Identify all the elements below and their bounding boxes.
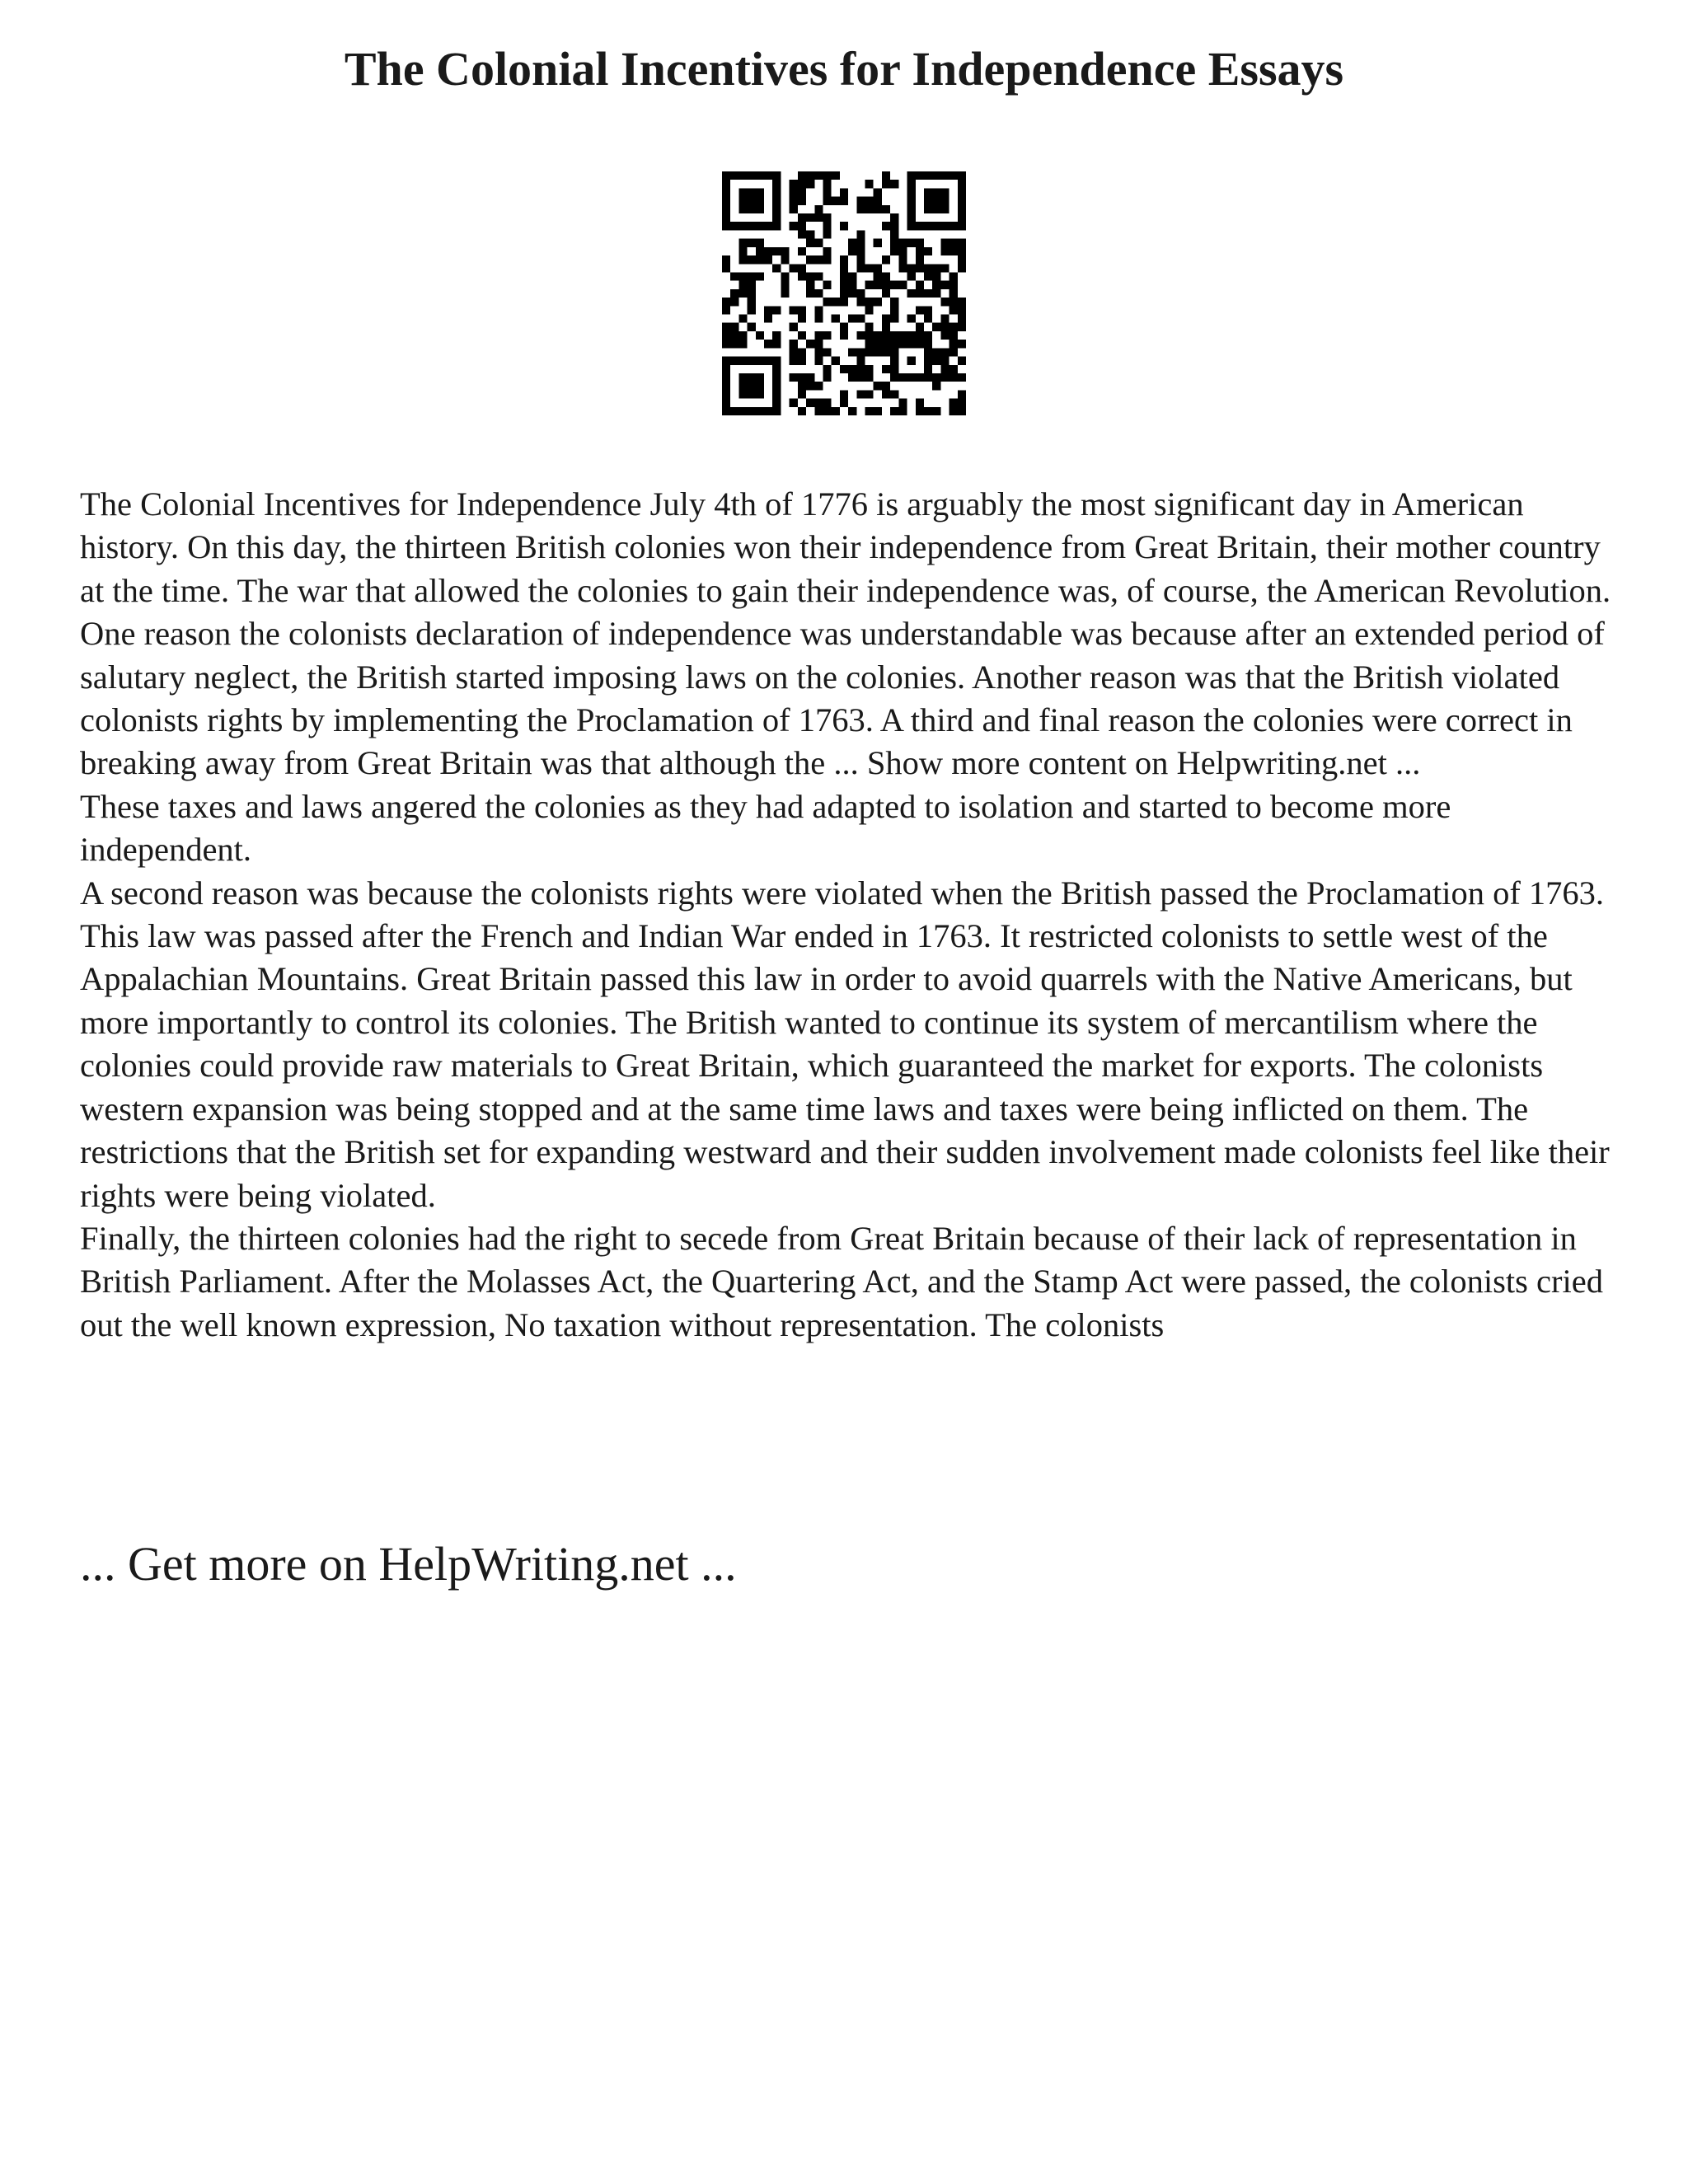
essay-paragraph: These taxes and laws angered the colonies as they had adapted to isolation and started to become more independent. [80,787,1451,869]
essay-paragraph: Finally, the thirteen colonies had the right to secede from Great Britain because of their lack of representation in British Parliament. After the Molasses Act, the Quartering Act, and the Stamp Act were passed, the colonists cried out the well known expression, No taxation without representation. The colonists [80,1219,1603,1343]
essay-paragraph: A second reason was because the colonists rights were violated when the British passed the Proclamation of 1763. This law was passed after the French and Indian War ended in 1763. It restricted colonists to settle west of the Appalachian Mountains. Great Britain passed this law in order to avoid quarrels with the Native Americans, but more importantly to control its colonies. The British wanted to continue its system of mercantilism where the colonies could provide raw materials to Great Britain, which guaranteed the market for exports. The colonists western expansion was being stopped and at the same time laws and taxes were being inflicted on them. The restrictions that the British set for expanding westward and their sudden involvement made colonists feel like their rights were being violated. [80,874,1610,1214]
essay-paragraph: The Colonial Incentives for Independence July 4th of 1776 is arguably the most significant day in American history. On this day, the thirteen British colonies won their independence from Great Britain, their mother country at the time. The war that allowed the colonies to gain their independence was, of course, the American Revolution. One reason the colonists declaration of independence was understandable was because after an extended period of salutary neglect, the British started imposing laws on the colonies. Another reason was that the British violated colonists rights by implementing the Proclamation of 1763. A third and final reason the colonies were correct in breaking away from Great Britain was that although the ... Show more content on Helpwriting.net ... [80,485,1611,782]
get-more-link[interactable]: ... Get more on HelpWriting.net ... [80,1537,737,1591]
qr-code-icon [722,171,966,415]
page-title: The Colonial Incentives for Independence Essays [344,42,1344,96]
essay-body [80,483,1621,1347]
